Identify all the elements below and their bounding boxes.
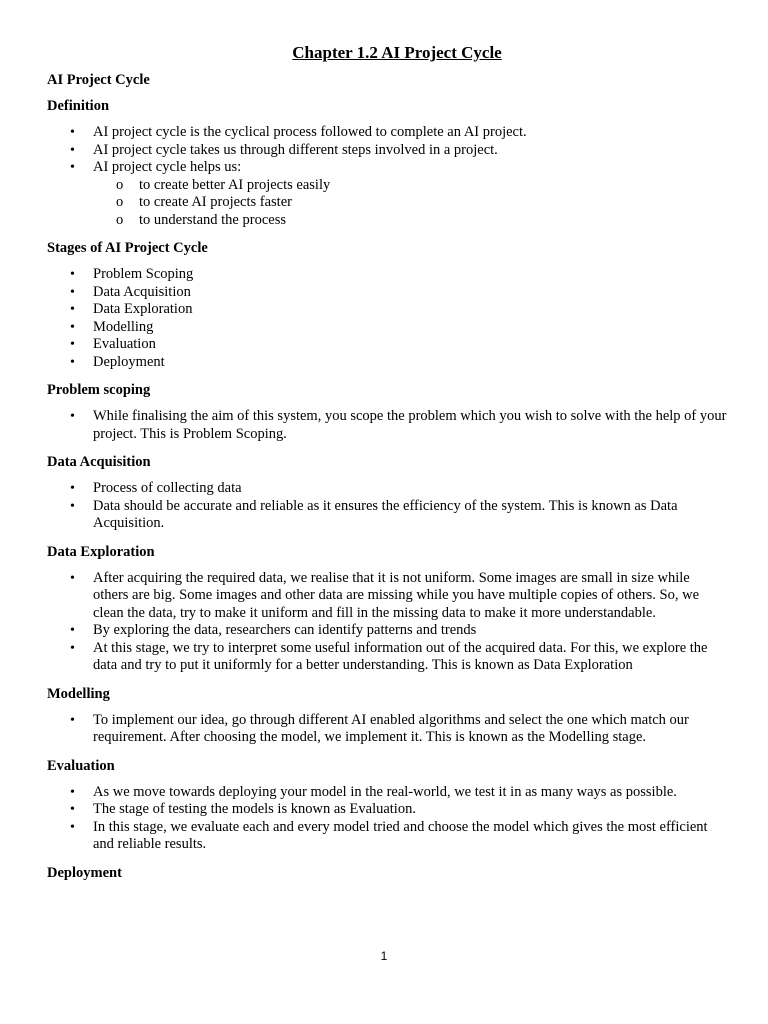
list-item [47,124,727,142]
section-deployment [47,864,727,882]
sub-list-item [47,177,727,195]
list-item-text: to understand the process [139,211,286,228]
list-item-text: In this stage, we evaluate each and every model tried and choose the model which gives the most efficient and reliable results. [93,818,708,852]
bullet-list [47,124,727,229]
bullet-icon: • [70,284,75,300]
bullet-icon: • [70,498,75,514]
circle-bullet-icon: o [116,176,124,193]
sub-list-item [47,194,727,212]
list-item [47,640,727,675]
list-item [47,819,727,854]
list-item [47,159,727,229]
bullet-icon: • [70,481,75,496]
section-modelling [47,685,727,747]
sub-list-item [47,212,727,230]
bullet-icon: • [70,337,75,352]
list-item [47,712,727,747]
bullet-icon: • [70,409,75,424]
list-item-text: Data Exploration [93,301,193,317]
bullet-icon: • [70,160,75,175]
bullet-list [47,570,727,675]
list-item [47,354,727,372]
bullet-icon: • [70,640,75,656]
section-heading: Stages of AI Project Cycle [47,240,208,256]
document-subtitle: AI Project Cycle [47,72,150,88]
section-data-acquisition [47,453,727,533]
bullet-icon: • [70,570,75,586]
list-item [47,480,727,498]
list-item [47,801,727,819]
list-item-text: to create better AI projects easily [139,176,331,193]
section-problem-scoping [47,381,727,443]
bullet-icon: • [70,784,75,800]
list-item-text: As we move towards deploying your model in the real-world, we test it in as many ways as possible. [93,783,677,800]
list-item [47,408,727,443]
bullet-icon: • [70,802,75,817]
bullet-icon: • [70,267,75,282]
list-item-text: AI project cycle takes us through different steps involved in a project. [93,141,498,158]
section-data-exploration [47,543,727,675]
list-item-text: AI project cycle is the cyclical process followed to complete an AI project. [93,124,527,140]
list-item-text: Modelling [93,318,154,335]
section-stages [47,239,727,371]
circle-bullet-icon: o [116,211,124,228]
list-item-text: At this stage, we try to interpret some useful information out of the acquired data. For this, we explore the data and try to put it uniformly for a better understanding. This is known as Data Exploration [93,639,708,673]
list-item [47,570,727,623]
list-item-text: Process of collecting data [93,480,242,496]
bullet-icon: • [70,125,75,140]
sub-bullet-list [47,177,727,230]
list-item-text: Data Acquisition [93,283,191,300]
list-item-text: The stage of testing the models is known as Evaluation. [93,801,416,817]
list-item-text: By exploring the data, researchers can identify patterns and trends [93,622,477,638]
page-number: 1 [380,949,388,963]
list-item-text: Deployment [93,353,165,370]
bullet-icon: • [70,354,75,370]
bullet-list [47,712,727,747]
list-item [47,142,727,160]
list-item-text: Data should be accurate and reliable as it ensures the efficiency of the system. This is known as Data Acquisition. [93,497,678,531]
section-definition [47,97,727,229]
bullet-list [47,408,727,443]
bullet-icon: • [70,623,75,638]
list-item [47,498,727,533]
list-item-text: to create AI projects faster [139,194,292,210]
section-heading: Data Acquisition [47,454,151,470]
section-heading: Evaluation [47,757,115,774]
list-item-text: After acquiring the required data, we realise that it is not uniform. Some images are small in size while others are big. Some images and other data are missing while you have multiple copies of others. So, we clean the data, try to make it uniform and fill in the missing data to make it more understandable. [93,569,700,621]
section-heading: Problem scoping [47,382,151,398]
section-heading: Definition [47,98,110,114]
list-item [47,319,727,337]
list-item-text: Evaluation [93,336,156,352]
document-page [47,42,727,892]
list-item-text: AI project cycle helps us: [93,159,242,175]
page-title: Chapter 1.2 AI Project Cycle [292,43,502,62]
list-item-text: To implement our idea, go through different AI enabled algorithms and select the one which match our requirement. After choosing the model, we implement it. This is known as the Modelling stage. [93,711,689,745]
section-heading: Deployment [47,864,122,881]
bullet-icon: • [70,302,75,317]
circle-bullet-icon: o [116,194,124,210]
section-heading: Modelling [47,685,110,702]
list-item [47,336,727,354]
list-item [47,622,727,640]
list-item [47,784,727,802]
list-item [47,301,727,319]
list-item-text: Problem Scoping [93,266,194,282]
section-evaluation [47,757,727,854]
list-item [47,266,727,284]
bullet-list [47,266,727,371]
bullet-list [47,480,727,533]
list-item-text: While finalising the aim of this system, you scope the problem which you wish to solve with the help of your project. This is Problem Scoping. [93,408,727,442]
bullet-list [47,784,727,854]
bullet-icon: • [70,319,75,335]
section-heading: Data Exploration [47,543,155,560]
bullet-icon: • [70,712,75,728]
bullet-icon: • [70,142,75,158]
bullet-icon: • [70,819,75,835]
list-item [47,284,727,302]
